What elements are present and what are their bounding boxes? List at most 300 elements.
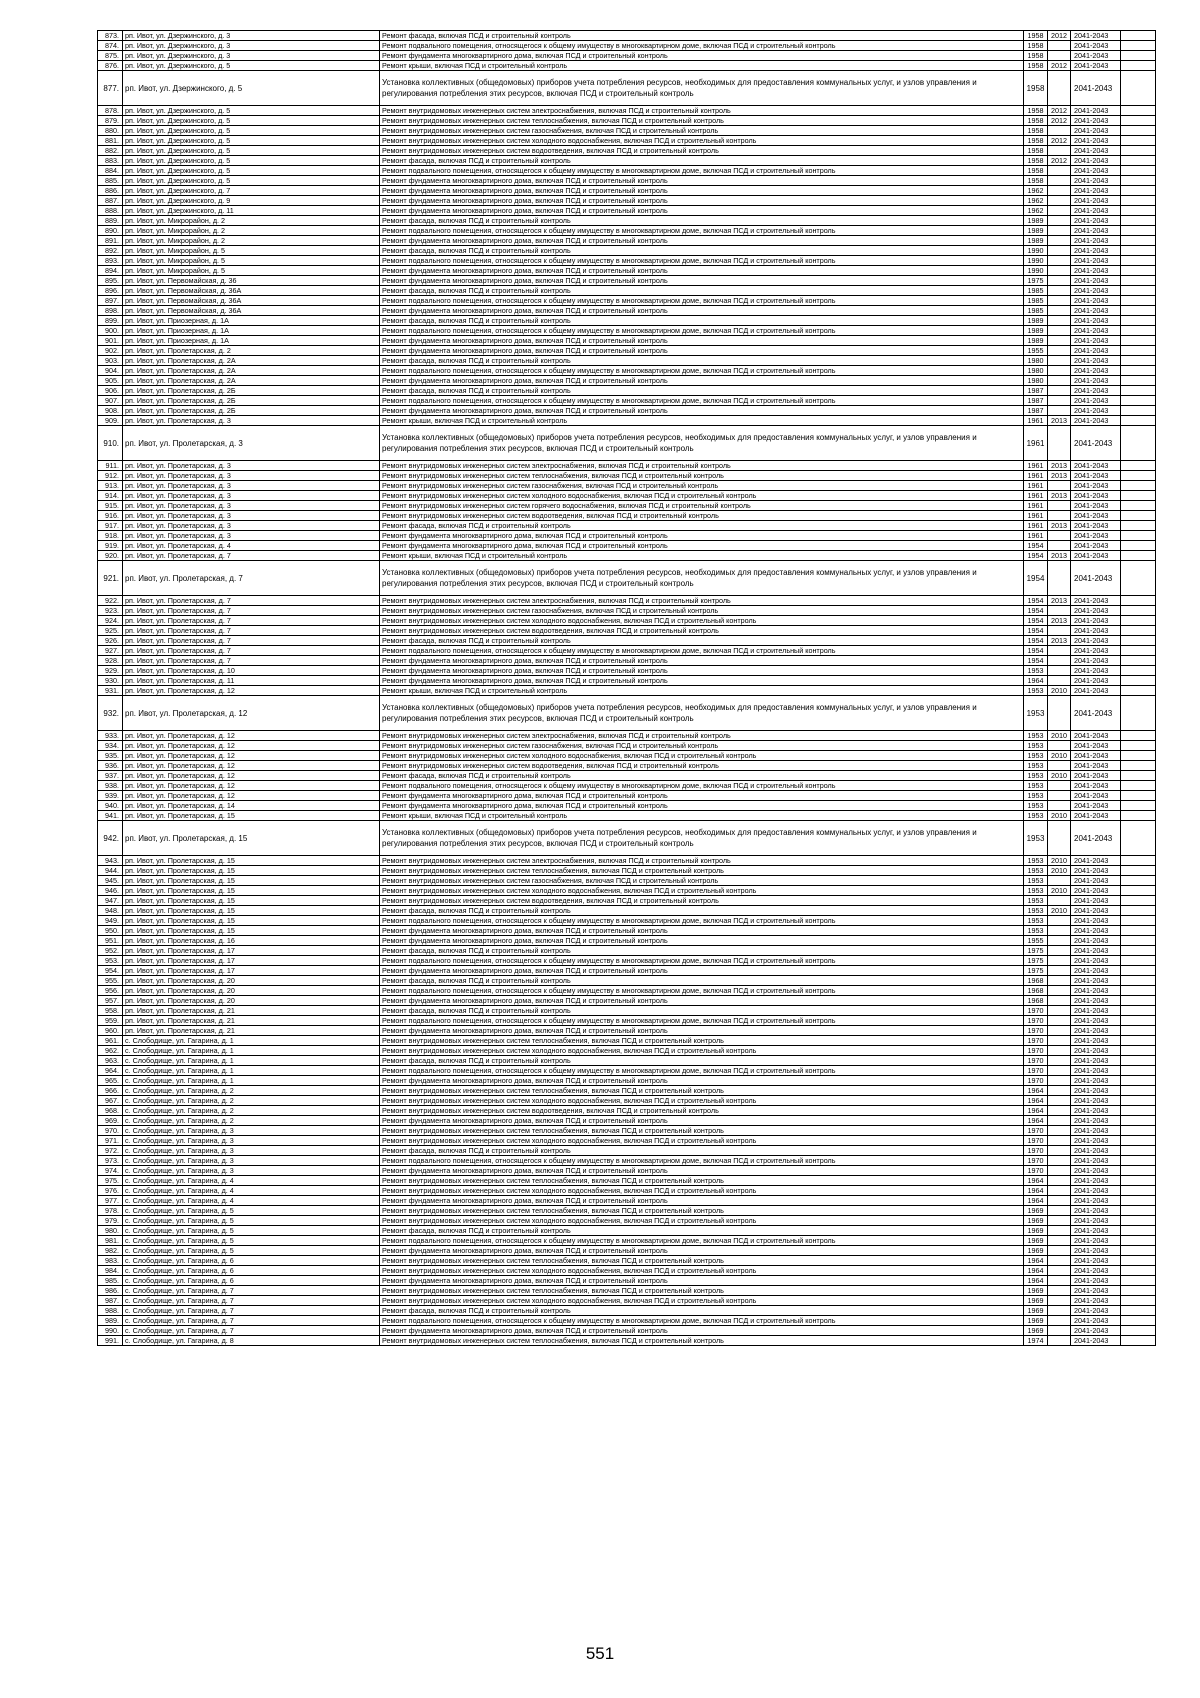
table-row xyxy=(98,471,1156,481)
table-row xyxy=(98,226,1156,236)
table-row xyxy=(98,296,1156,306)
build-year-cell: 1964 xyxy=(1024,1196,1048,1206)
work-type-cell: Ремонт фундамента многоквартирного дома, включая ПСД и строительный контроль xyxy=(380,1026,1024,1036)
last-repair-year-cell xyxy=(1048,1116,1071,1126)
row-number: 923. xyxy=(98,606,123,616)
row-number: 961. xyxy=(98,1036,123,1046)
build-year-cell: 1962 xyxy=(1024,196,1048,206)
build-year-cell: 1989 xyxy=(1024,226,1048,236)
work-type-cell: Ремонт фундамента многоквартирного дома, включая ПСД и строительный контроль xyxy=(380,1326,1024,1336)
row-number: 972. xyxy=(98,1146,123,1156)
planned-period-cell: 2041-2043 xyxy=(1071,896,1121,906)
row-number: 943. xyxy=(98,856,123,866)
planned-period-cell: 2041-2043 xyxy=(1071,731,1121,741)
build-year-cell: 1969 xyxy=(1024,1296,1048,1306)
table-row xyxy=(98,751,1156,761)
row-number: 918. xyxy=(98,531,123,541)
work-type-cell: Ремонт фасада, включая ПСД и строительный контроль xyxy=(380,216,1024,226)
build-year-cell: 1970 xyxy=(1024,1136,1048,1146)
table-row xyxy=(98,976,1156,986)
build-year-cell: 1969 xyxy=(1024,1316,1048,1326)
row-number: 927. xyxy=(98,646,123,656)
last-repair-year-cell xyxy=(1048,41,1071,51)
planned-period-cell: 2041-2043 xyxy=(1071,1096,1121,1106)
last-repair-year-cell xyxy=(1048,1306,1071,1316)
planned-period-cell: 2041-2043 xyxy=(1071,71,1121,106)
row-number: 924. xyxy=(98,616,123,626)
work-type-cell: Ремонт внутридомовых инженерных систем холодного водоснабжения, включая ПСД и строительный контроль xyxy=(380,886,1024,896)
work-type-cell: Ремонт внутридомовых инженерных систем теплоснабжения, включая ПСД и строительный контроль xyxy=(380,1086,1024,1096)
table-row xyxy=(98,1236,1156,1246)
row-number: 933. xyxy=(98,731,123,741)
planned-period-cell: 2041-2043 xyxy=(1071,116,1121,126)
work-type-cell: Ремонт фундамента многоквартирного дома, включая ПСД и строительный контроль xyxy=(380,196,1024,206)
empty-cell xyxy=(1121,1016,1156,1026)
last-repair-year-cell xyxy=(1048,1106,1071,1116)
address-cell: рп. Ивот, ул. Микрорайон, д. 5 xyxy=(123,246,380,256)
empty-cell xyxy=(1121,426,1156,461)
work-type-cell: Ремонт подвального помещения, относящегося к общему имуществу в многоквартирном доме, включая ПСД и строительный контроль xyxy=(380,781,1024,791)
row-number: 878. xyxy=(98,106,123,116)
row-number: 945. xyxy=(98,876,123,886)
work-type-cell: Ремонт фундамента многоквартирного дома, включая ПСД и строительный контроль xyxy=(380,541,1024,551)
build-year-cell: 1968 xyxy=(1024,986,1048,996)
work-type-cell: Ремонт внутридомовых инженерных систем теплоснабжения, включая ПСД и строительный контроль xyxy=(380,1126,1024,1136)
last-repair-year-cell xyxy=(1048,1006,1071,1016)
build-year-cell: 1954 xyxy=(1024,616,1048,626)
last-repair-year-cell xyxy=(1048,326,1071,336)
row-number: 986. xyxy=(98,1286,123,1296)
table-row xyxy=(98,606,1156,616)
last-repair-year-cell: 2013 xyxy=(1048,616,1071,626)
table-row xyxy=(98,41,1156,51)
empty-cell xyxy=(1121,916,1156,926)
address-cell: с. Слободище, ул. Гагарина, д. 1 xyxy=(123,1046,380,1056)
work-type-cell: Установка коллективных (общедомовых) приборов учета потребления ресурсов, необходимых для предоставления коммунальных услуг, и узлов управления и регулирования потребления этих ресурсов, включая ПСД и строительный контроль xyxy=(380,821,1024,856)
empty-cell xyxy=(1121,866,1156,876)
empty-cell xyxy=(1121,176,1156,186)
build-year-cell: 1958 xyxy=(1024,71,1048,106)
address-cell: с. Слободище, ул. Гагарина, д. 6 xyxy=(123,1276,380,1286)
build-year-cell: 1953 xyxy=(1024,866,1048,876)
last-repair-year-cell xyxy=(1048,626,1071,636)
table-row xyxy=(98,386,1156,396)
last-repair-year-cell xyxy=(1048,166,1071,176)
empty-cell xyxy=(1121,1296,1156,1306)
last-repair-year-cell xyxy=(1048,286,1071,296)
table-row xyxy=(98,1186,1156,1196)
planned-period-cell: 2041-2043 xyxy=(1071,936,1121,946)
address-cell: рп. Ивот, ул. Пролетарская, д. 7 xyxy=(123,616,380,626)
build-year-cell: 1961 xyxy=(1024,511,1048,521)
table-row xyxy=(98,256,1156,266)
build-year-cell: 1961 xyxy=(1024,491,1048,501)
build-year-cell: 1953 xyxy=(1024,811,1048,821)
last-repair-year-cell: 2010 xyxy=(1048,751,1071,761)
empty-cell xyxy=(1121,41,1156,51)
build-year-cell: 1969 xyxy=(1024,1216,1048,1226)
row-number: 906. xyxy=(98,386,123,396)
row-number: 926. xyxy=(98,636,123,646)
row-number: 953. xyxy=(98,956,123,966)
row-number: 917. xyxy=(98,521,123,531)
last-repair-year-cell xyxy=(1048,1196,1071,1206)
build-year-cell: 1953 xyxy=(1024,771,1048,781)
build-year-cell: 1961 xyxy=(1024,471,1048,481)
planned-period-cell: 2041-2043 xyxy=(1071,206,1121,216)
planned-period-cell: 2041-2043 xyxy=(1071,906,1121,916)
address-cell: с. Слободище, ул. Гагарина, д. 3 xyxy=(123,1136,380,1146)
work-type-cell: Ремонт подвального помещения, относящегося к общему имуществу в многоквартирном доме, включая ПСД и строительный контроль xyxy=(380,326,1024,336)
table-row xyxy=(98,246,1156,256)
last-repair-year-cell xyxy=(1048,1326,1071,1336)
last-repair-year-cell xyxy=(1048,246,1071,256)
last-repair-year-cell xyxy=(1048,976,1071,986)
last-repair-year-cell xyxy=(1048,176,1071,186)
empty-cell xyxy=(1121,751,1156,761)
table-row xyxy=(98,696,1156,731)
last-repair-year-cell xyxy=(1048,1176,1071,1186)
row-number: 887. xyxy=(98,196,123,206)
empty-cell xyxy=(1121,1156,1156,1166)
address-cell: рп. Ивот, ул. Пролетарская, д. 7 xyxy=(123,636,380,646)
empty-cell xyxy=(1121,356,1156,366)
page-number: 551 xyxy=(585,1644,615,1663)
build-year-cell: 1980 xyxy=(1024,376,1048,386)
last-repair-year-cell: 2010 xyxy=(1048,866,1071,876)
build-year-cell: 1961 xyxy=(1024,481,1048,491)
address-cell: рп. Ивот, ул. Дзержинского, д. 5 xyxy=(123,116,380,126)
row-number: 954. xyxy=(98,966,123,976)
empty-cell xyxy=(1121,561,1156,596)
empty-cell xyxy=(1121,606,1156,616)
row-number: 963. xyxy=(98,1056,123,1066)
table-row xyxy=(98,366,1156,376)
table-row xyxy=(98,216,1156,226)
work-type-cell: Ремонт внутридомовых инженерных систем теплоснабжения, включая ПСД и строительный контроль xyxy=(380,1256,1024,1266)
empty-cell xyxy=(1121,1056,1156,1066)
build-year-cell: 1975 xyxy=(1024,956,1048,966)
address-cell: с. Слободище, ул. Гагарина, д. 7 xyxy=(123,1326,380,1336)
empty-cell xyxy=(1121,146,1156,156)
row-number: 893. xyxy=(98,256,123,266)
last-repair-year-cell: 2010 xyxy=(1048,686,1071,696)
row-number: 920. xyxy=(98,551,123,561)
planned-period-cell: 2041-2043 xyxy=(1071,1296,1121,1306)
table-row xyxy=(98,626,1156,636)
last-repair-year-cell: 2010 xyxy=(1048,906,1071,916)
work-type-cell: Ремонт фундамента многоквартирного дома, включая ПСД и строительный контроль xyxy=(380,306,1024,316)
work-type-cell: Ремонт подвального помещения, относящегося к общему имуществу в многоквартирном доме, включая ПСД и строительный контроль xyxy=(380,366,1024,376)
address-cell: рп. Ивот, ул. Пролетарская, д. 3 xyxy=(123,416,380,426)
last-repair-year-cell xyxy=(1048,561,1071,596)
build-year-cell: 1987 xyxy=(1024,406,1048,416)
planned-period-cell: 2041-2043 xyxy=(1071,966,1121,976)
address-cell: рп. Ивот, ул. Пролетарская, д. 2А xyxy=(123,376,380,386)
row-number: 959. xyxy=(98,1016,123,1026)
work-type-cell: Ремонт фундамента многоквартирного дома, включая ПСД и строительный контроль xyxy=(380,406,1024,416)
table-row xyxy=(98,1066,1156,1076)
work-type-cell: Ремонт внутридомовых инженерных систем газоснабжения, включая ПСД и строительный контроль xyxy=(380,741,1024,751)
build-year-cell: 1954 xyxy=(1024,596,1048,606)
row-number: 922. xyxy=(98,596,123,606)
work-type-cell: Ремонт фасада, включая ПСД и строительный контроль xyxy=(380,1226,1024,1236)
work-type-cell: Ремонт внутридомовых инженерных систем теплоснабжения, включая ПСД и строительный контроль xyxy=(380,1336,1024,1346)
table-row xyxy=(98,1256,1156,1266)
planned-period-cell: 2041-2043 xyxy=(1071,356,1121,366)
address-cell: рп. Ивот, ул. Первомайская, д. 36А xyxy=(123,296,380,306)
last-repair-year-cell: 2013 xyxy=(1048,596,1071,606)
planned-period-cell: 2041-2043 xyxy=(1071,696,1121,731)
address-cell: рп. Ивот, ул. Пролетарская, д. 17 xyxy=(123,966,380,976)
build-year-cell: 1969 xyxy=(1024,1326,1048,1336)
planned-period-cell: 2041-2043 xyxy=(1071,396,1121,406)
empty-cell xyxy=(1121,216,1156,226)
planned-period-cell: 2041-2043 xyxy=(1071,501,1121,511)
work-type-cell: Ремонт фасада, включая ПСД и строительный контроль xyxy=(380,636,1024,646)
table-row xyxy=(98,1026,1156,1036)
planned-period-cell: 2041-2043 xyxy=(1071,541,1121,551)
empty-cell xyxy=(1121,1276,1156,1286)
last-repair-year-cell xyxy=(1048,1136,1071,1146)
planned-period-cell: 2041-2043 xyxy=(1071,136,1121,146)
last-repair-year-cell xyxy=(1048,1236,1071,1246)
work-type-cell: Ремонт подвального помещения, относящегося к общему имуществу в многоквартирном доме, включая ПСД и строительный контроль xyxy=(380,1316,1024,1326)
address-cell: с. Слободище, ул. Гагарина, д. 5 xyxy=(123,1226,380,1236)
build-year-cell: 1954 xyxy=(1024,561,1048,596)
planned-period-cell: 2041-2043 xyxy=(1071,296,1121,306)
row-number: 938. xyxy=(98,781,123,791)
address-cell: с. Слободище, ул. Гагарина, д. 1 xyxy=(123,1036,380,1046)
address-cell: рп. Ивот, ул. Дзержинского, д. 5 xyxy=(123,146,380,156)
work-type-cell: Ремонт фундамента многоквартирного дома, включая ПСД и строительный контроль xyxy=(380,1246,1024,1256)
build-year-cell: 1954 xyxy=(1024,646,1048,656)
last-repair-year-cell: 2010 xyxy=(1048,731,1071,741)
address-cell: рп. Ивот, ул. Дзержинского, д. 5 xyxy=(123,61,380,71)
planned-period-cell: 2041-2043 xyxy=(1071,801,1121,811)
last-repair-year-cell xyxy=(1048,1216,1071,1226)
build-year-cell: 1958 xyxy=(1024,61,1048,71)
empty-cell xyxy=(1121,616,1156,626)
planned-period-cell: 2041-2043 xyxy=(1071,1006,1121,1016)
work-type-cell: Ремонт фундамента многоквартирного дома, включая ПСД и строительный контроль xyxy=(380,1196,1024,1206)
planned-period-cell: 2041-2043 xyxy=(1071,916,1121,926)
table-row xyxy=(98,176,1156,186)
last-repair-year-cell xyxy=(1048,206,1071,216)
build-year-cell: 1953 xyxy=(1024,686,1048,696)
row-number: 891. xyxy=(98,236,123,246)
work-type-cell: Ремонт фундамента многоквартирного дома, включая ПСД и строительный контроль xyxy=(380,1116,1024,1126)
table-row xyxy=(98,1176,1156,1186)
row-number: 886. xyxy=(98,186,123,196)
last-repair-year-cell xyxy=(1048,481,1071,491)
planned-period-cell: 2041-2043 xyxy=(1071,41,1121,51)
empty-cell xyxy=(1121,1226,1156,1236)
work-type-cell: Ремонт подвального помещения, относящегося к общему имуществу в многоквартирном доме, включая ПСД и строительный контроль xyxy=(380,41,1024,51)
address-cell: рп. Ивот, ул. Пролетарская, д. 15 xyxy=(123,916,380,926)
empty-cell xyxy=(1121,316,1156,326)
row-number: 981. xyxy=(98,1236,123,1246)
table-row xyxy=(98,396,1156,406)
last-repair-year-cell xyxy=(1048,186,1071,196)
build-year-cell: 1970 xyxy=(1024,1026,1048,1036)
table-row xyxy=(98,1116,1156,1126)
empty-cell xyxy=(1121,471,1156,481)
table-row xyxy=(98,416,1156,426)
build-year-cell: 1958 xyxy=(1024,136,1048,146)
address-cell: рп. Ивот, ул. Пролетарская, д. 2Б xyxy=(123,406,380,416)
table-row xyxy=(98,741,1156,751)
row-number: 970. xyxy=(98,1126,123,1136)
empty-cell xyxy=(1121,1236,1156,1246)
planned-period-cell: 2041-2043 xyxy=(1071,176,1121,186)
planned-period-cell: 2041-2043 xyxy=(1071,386,1121,396)
row-number: 964. xyxy=(98,1066,123,1076)
build-year-cell: 1989 xyxy=(1024,216,1048,226)
table-row xyxy=(98,686,1156,696)
work-type-cell: Ремонт внутридомовых инженерных систем водоотведения, включая ПСД и строительный контроль xyxy=(380,1106,1024,1116)
table-row xyxy=(98,1336,1156,1346)
planned-period-cell: 2041-2043 xyxy=(1071,976,1121,986)
build-year-cell: 1969 xyxy=(1024,1206,1048,1216)
last-repair-year-cell xyxy=(1048,896,1071,906)
row-number: 883. xyxy=(98,156,123,166)
planned-period-cell: 2041-2043 xyxy=(1071,771,1121,781)
table-row xyxy=(98,266,1156,276)
build-year-cell: 1964 xyxy=(1024,1266,1048,1276)
table-row xyxy=(98,731,1156,741)
build-year-cell: 1954 xyxy=(1024,551,1048,561)
empty-cell xyxy=(1121,1046,1156,1056)
build-year-cell: 1964 xyxy=(1024,1256,1048,1266)
table-row xyxy=(98,926,1156,936)
row-number: 914. xyxy=(98,491,123,501)
address-cell: рп. Ивот, ул. Приозерная, д. 1А xyxy=(123,326,380,336)
address-cell: с. Слободище, ул. Гагарина, д. 7 xyxy=(123,1296,380,1306)
work-type-cell: Ремонт фундамента многоквартирного дома, включая ПСД и строительный контроль xyxy=(380,656,1024,666)
address-cell: рп. Ивот, ул. Пролетарская, д. 12 xyxy=(123,761,380,771)
row-number: 881. xyxy=(98,136,123,146)
work-type-cell: Ремонт фундамента многоквартирного дома, включая ПСД и строительный контроль xyxy=(380,936,1024,946)
row-number: 880. xyxy=(98,126,123,136)
work-type-cell: Ремонт фундамента многоквартирного дома, включая ПСД и строительный контроль xyxy=(380,791,1024,801)
planned-period-cell: 2041-2043 xyxy=(1071,811,1121,821)
build-year-cell: 1953 xyxy=(1024,696,1048,731)
address-cell: рп. Ивот, ул. Первомайская, д. 36А xyxy=(123,286,380,296)
row-number: 921. xyxy=(98,561,123,596)
empty-cell xyxy=(1121,336,1156,346)
address-cell: рп. Ивот, ул. Пролетарская, д. 21 xyxy=(123,1016,380,1026)
planned-period-cell: 2041-2043 xyxy=(1071,166,1121,176)
planned-period-cell: 2041-2043 xyxy=(1071,406,1121,416)
empty-cell xyxy=(1121,986,1156,996)
table-row xyxy=(98,206,1156,216)
build-year-cell: 1958 xyxy=(1024,146,1048,156)
table-row xyxy=(98,596,1156,606)
table-row xyxy=(98,51,1156,61)
table-row xyxy=(98,886,1156,896)
table-row xyxy=(98,521,1156,531)
work-type-cell: Ремонт фундамента многоквартирного дома, включая ПСД и строительный контроль xyxy=(380,926,1024,936)
address-cell: рп. Ивот, ул. Дзержинского, д. 5 xyxy=(123,156,380,166)
planned-period-cell: 2041-2043 xyxy=(1071,551,1121,561)
last-repair-year-cell xyxy=(1048,511,1071,521)
build-year-cell: 1969 xyxy=(1024,1246,1048,1256)
row-number: 874. xyxy=(98,41,123,51)
planned-period-cell: 2041-2043 xyxy=(1071,666,1121,676)
table-row xyxy=(98,666,1156,676)
register-document xyxy=(97,30,1155,1346)
work-type-cell: Ремонт подвального помещения, относящегося к общему имуществу в многоквартирном доме, включая ПСД и строительный контроль xyxy=(380,256,1024,266)
address-cell: рп. Ивот, ул. Пролетарская, д. 20 xyxy=(123,986,380,996)
row-number: 902. xyxy=(98,346,123,356)
address-cell: рп. Ивот, ул. Пролетарская, д. 15 xyxy=(123,926,380,936)
planned-period-cell: 2041-2043 xyxy=(1071,1116,1121,1126)
planned-period-cell: 2041-2043 xyxy=(1071,126,1121,136)
build-year-cell: 1969 xyxy=(1024,1306,1048,1316)
row-number: 989. xyxy=(98,1316,123,1326)
build-year-cell: 1970 xyxy=(1024,1166,1048,1176)
address-cell: рп. Ивот, ул. Пролетарская, д. 10 xyxy=(123,666,380,676)
address-cell: рп. Ивот, ул. Приозерная, д. 1А xyxy=(123,316,380,326)
build-year-cell: 1961 xyxy=(1024,531,1048,541)
build-year-cell: 1989 xyxy=(1024,326,1048,336)
build-year-cell: 1961 xyxy=(1024,521,1048,531)
last-repair-year-cell xyxy=(1048,821,1071,856)
table-row xyxy=(98,676,1156,686)
empty-cell xyxy=(1121,1136,1156,1146)
table-row xyxy=(98,561,1156,596)
table-row xyxy=(98,316,1156,326)
row-number: 987. xyxy=(98,1296,123,1306)
row-number: 916. xyxy=(98,511,123,521)
empty-cell xyxy=(1121,696,1156,731)
table-row xyxy=(98,956,1156,966)
row-number: 979. xyxy=(98,1216,123,1226)
work-type-cell: Ремонт фундамента многоквартирного дома, включая ПСД и строительный контроль xyxy=(380,966,1024,976)
planned-period-cell: 2041-2043 xyxy=(1071,521,1121,531)
empty-cell xyxy=(1121,1126,1156,1136)
work-type-cell: Ремонт внутридомовых инженерных систем горячего водоснабжения, включая ПСД и строительный контроль xyxy=(380,501,1024,511)
planned-period-cell: 2041-2043 xyxy=(1071,51,1121,61)
address-cell: с. Слободище, ул. Гагарина, д. 2 xyxy=(123,1086,380,1096)
table-row xyxy=(98,376,1156,386)
address-cell: с. Слободище, ул. Гагарина, д. 1 xyxy=(123,1066,380,1076)
table-row xyxy=(98,866,1156,876)
empty-cell xyxy=(1121,1086,1156,1096)
build-year-cell: 1970 xyxy=(1024,1066,1048,1076)
build-year-cell: 1961 xyxy=(1024,501,1048,511)
planned-period-cell: 2041-2043 xyxy=(1071,626,1121,636)
table-row xyxy=(98,306,1156,316)
work-type-cell: Ремонт внутридомовых инженерных систем электроснабжения, включая ПСД и строительный контроль xyxy=(380,596,1024,606)
empty-cell xyxy=(1121,346,1156,356)
row-number: 930. xyxy=(98,676,123,686)
work-type-cell: Ремонт фундамента многоквартирного дома, включая ПСД и строительный контроль xyxy=(380,376,1024,386)
table-row xyxy=(98,551,1156,561)
build-year-cell: 1953 xyxy=(1024,926,1048,936)
work-type-cell: Ремонт фундамента многоквартирного дома, включая ПСД и строительный контроль xyxy=(380,666,1024,676)
work-type-cell: Ремонт внутридомовых инженерных систем теплоснабжения, включая ПСД и строительный контроль xyxy=(380,1206,1024,1216)
planned-period-cell: 2041-2043 xyxy=(1071,636,1121,646)
work-type-cell: Ремонт фасада, включая ПСД и строительный контроль xyxy=(380,1056,1024,1066)
last-repair-year-cell xyxy=(1048,876,1071,886)
build-year-cell: 1970 xyxy=(1024,1156,1048,1166)
table-row xyxy=(98,336,1156,346)
table-row xyxy=(98,1006,1156,1016)
empty-cell xyxy=(1121,126,1156,136)
address-cell: рп. Ивот, ул. Пролетарская, д. 12 xyxy=(123,741,380,751)
